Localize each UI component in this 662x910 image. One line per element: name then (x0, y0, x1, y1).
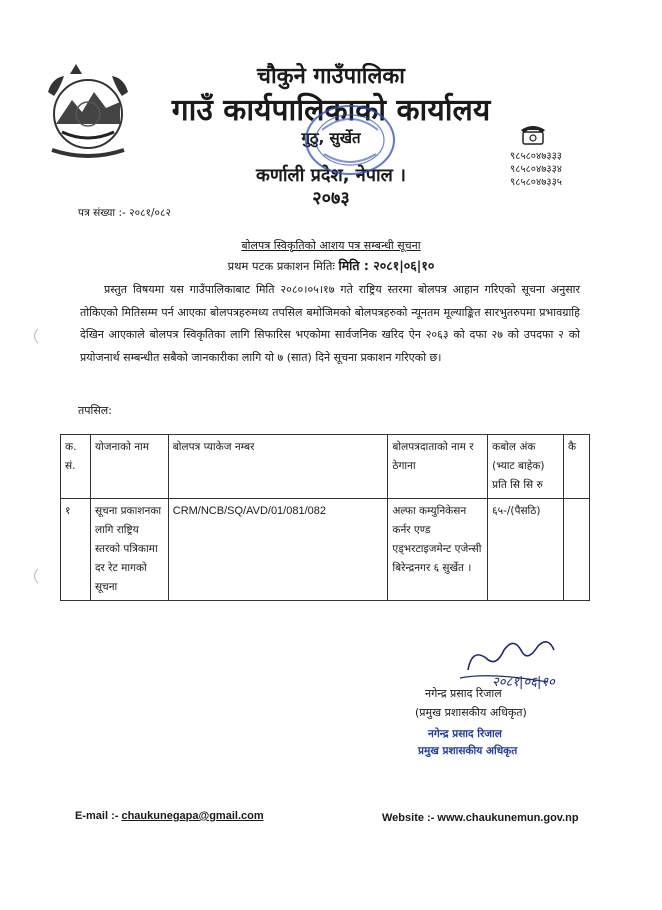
table-row (61, 499, 590, 601)
municipality-name: चौकुने गाउँपालिका (257, 64, 405, 89)
table-header-row (61, 435, 590, 499)
details-heading: तपसिल: (78, 404, 112, 417)
office-stamp-icon (292, 100, 402, 180)
footer-email (75, 810, 264, 822)
cell-project-name: सूचना प्रकाशनका लागि राष्ट्रिय स्तरको पत्रिकामा दर रेट मागको सूचना (90, 499, 168, 601)
established-year: २०७३ (312, 188, 350, 209)
cell-package-number: CRM/NCB/SQ/AVD/01/081/082 (168, 499, 388, 601)
email-label: E-mail :- (75, 810, 119, 822)
punch-hole-mark (30, 568, 40, 584)
cell-serial: १ (61, 499, 91, 601)
signatory-title: (प्रमुख प्रशासकीय अधिकृत) (415, 706, 527, 719)
handwritten-date: २०८१|०६|१० (492, 675, 555, 690)
website-label: Website :- (382, 812, 435, 824)
handwritten-signature-icon (430, 628, 580, 690)
notice-body: प्रस्तुत विषयमा यस गाउँपालिकाबाट मिति २०८०।०५।१७ गते राष्ट्रिय स्तरमा बोलपत्र आहान गरिएको सूचना अनुसार तोकिएको मितिसम्म पर्न आएका बोलपत्रहरुमध्य तपसिल बमोजिमको बोलपत्रहरुको न्यूनतम मूल्याङ्कित सारभुतरुपमा प्रभावग्राहि देखिन आएकाले बोलपत्र स्विकृतिका लागि सिफारिस भएकोमा सार्वजनिक खरिद ऐन २०६३ को दफा २७ को उपदफा २ को प्रयोजनार्थ सम्बन्धीत सबैको जानकारीका लागि यो ७ (सात) दिने सूचना प्रकाशन गरिएको छ। (80, 283, 580, 364)
province-name: कर्णाली प्रदेश, नेपाल । (256, 165, 406, 186)
signatory-name: नगेन्द्र प्रसाद रिजाल (425, 687, 502, 700)
publish-date-line (0, 257, 662, 274)
header-bid-amount: कबोल अंक (भ्याट बाहेक) प्रति सि सि रु (488, 435, 564, 499)
publish-date: मिति : २०८१|०६|१० (338, 258, 435, 273)
header-remarks: कै (564, 435, 590, 499)
phone-numbers (510, 150, 562, 189)
phone-number: ९८५८०४७३३५ (510, 177, 562, 188)
letter-subject: बोलपत्र स्विकृतिको आशय पत्र सम्बन्धी सूचना (241, 239, 421, 252)
header-project-name: योजनाको नाम (90, 435, 168, 499)
bid-details-table (60, 434, 590, 601)
header-bidder: बोलपत्रदाताको नाम र ठेगाना (388, 435, 488, 499)
cell-bidder: अल्फा कम्युनिकेसन कर्नर एण्ड एड्भरटाइजमेन्ट एजेन्सी बिरेन्द्रनगर ६ सुर्खेत । (388, 499, 488, 601)
stamp-signatory-name: नगेन्द्र प्रसाद रिजाल (428, 728, 502, 740)
header-serial: क. सं. (61, 435, 91, 499)
stamp-signatory-title: प्रमुख प्रशासकीय अधिकृत (418, 745, 518, 757)
letter-reference-number: पत्र संख्या :- २०८१/०८२ (78, 207, 171, 219)
cell-bid-amount: ६५-/(पैसठि) (488, 499, 564, 601)
footer-website (382, 812, 579, 824)
phone-number: ९८५८०४७३३३ (510, 151, 562, 162)
header-package-number: बोलपत्र प्याकेज नम्बर (168, 435, 388, 499)
cell-remarks (564, 499, 590, 601)
email-link[interactable]: chaukunegapa@gmail.com (121, 810, 264, 822)
phone-number: ९८५८०४७३३४ (510, 164, 562, 175)
website-link[interactable]: www.chaukunemun.gov.np (437, 812, 579, 824)
publish-label: प्रथम पटक प्रकाशन मितिः (227, 259, 335, 273)
punch-hole-mark (30, 328, 40, 344)
telephone-icon (520, 124, 546, 146)
office-address: गुठु, सुर्खेत (301, 129, 361, 147)
office-name: गाउँ कार्यपालिकाको कार्यालय (171, 93, 491, 128)
